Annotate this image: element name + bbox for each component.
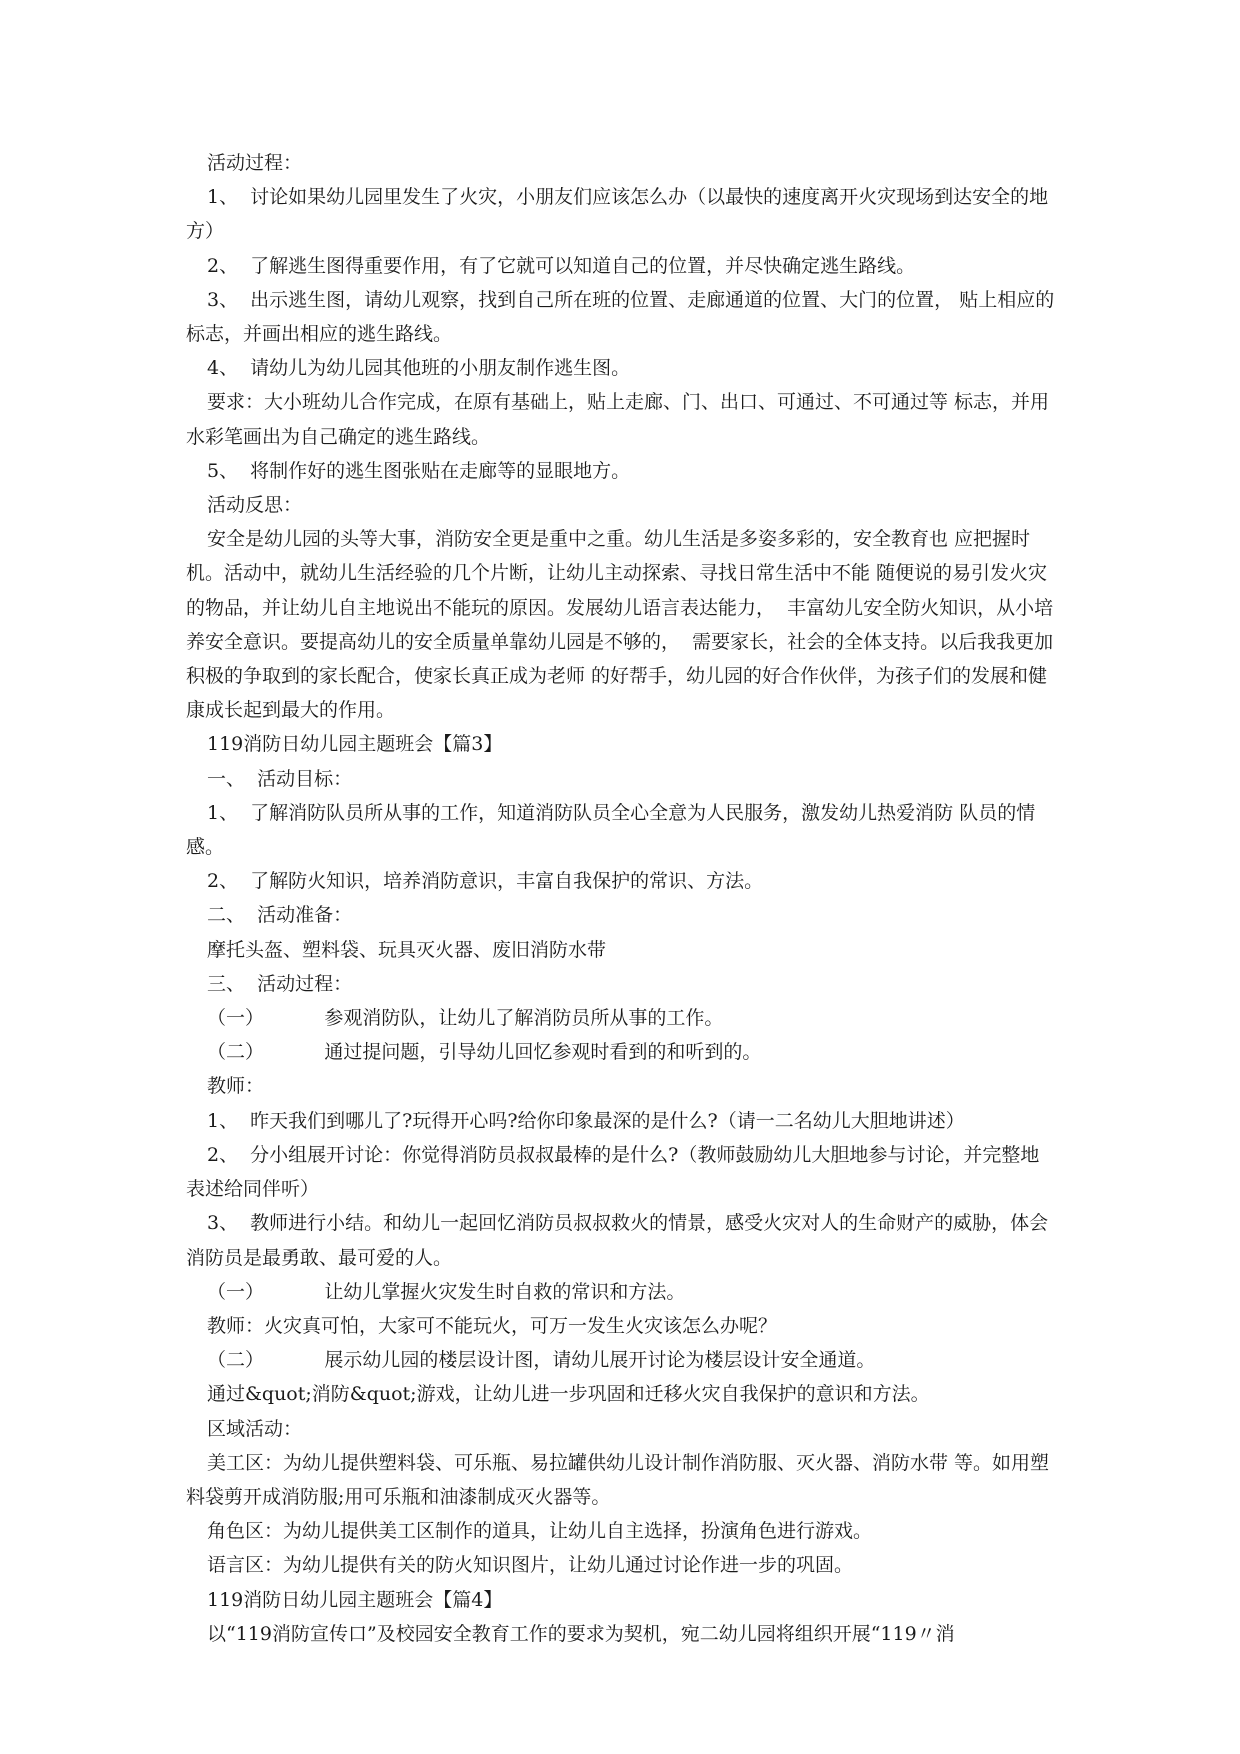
paragraph: 教师： (207, 1075, 265, 1098)
paragraph: （一） 让幼儿掌握火灾发生时自救的常识和方法。 (207, 1280, 686, 1303)
paragraph: 2、 了解逃生图得重要作用，有了它就可以知道自己的位置，并尽快确定逃生路线。 (207, 254, 916, 277)
paragraph: 美工区：为幼儿提供塑料袋、可乐瓶、易拉罐供幼儿设计制作消防服、灭火器、消防水带 等。如用塑料袋剪开成消防服;用可乐瓶和油漆制成灭火器等。 (186, 1451, 1050, 1508)
paragraph: 角色区：为幼儿提供美工区制作的道具，让幼儿自主选择，扮演角色进行游戏。 (207, 1520, 873, 1543)
paragraph: 4、 请幼儿为幼儿园其他班的小朋友制作逃生图。 (207, 357, 631, 380)
paragraph: 以“119消防宣传口”及校园安全教育工作的要求为契机，宛二幼儿园将组织开展“119〃消 (207, 1622, 955, 1645)
paragraph: 活动反思： (207, 494, 303, 517)
paragraph: 区域活动： (207, 1417, 303, 1440)
paragraph: 1、 昨天我们到哪儿了?玩得开心吗?给你印象最深的是什么?（请一二名幼儿大胆地讲述） (207, 1109, 965, 1132)
paragraph: 119消防日幼儿园主题班会【篇4】 (207, 1588, 503, 1611)
paragraph: 1、 讨论如果幼儿园里发生了火灾，小朋友们应该怎么办（以最快的速度离开火灾现场到达安全的地方） (186, 186, 1049, 243)
paragraph: 2、 分小组展开讨论：你觉得消防员叔叔最棒的是什么?（教师鼓励幼儿大胆地参与讨论，并完整地表述给同伴听） (186, 1143, 1040, 1201)
paragraph: （二） 通过提问题，引导幼儿回忆参观时看到的和听到的。 (207, 1041, 762, 1064)
paragraph: （一） 参观消防队，让幼儿了解消防员所从事的工作。 (207, 1007, 724, 1030)
paragraph: 二、 活动准备： (207, 904, 353, 927)
paragraph: 1、 了解消防队员所从事的工作，知道消防队员全心全意为人民服务，激发幼儿热爱消防 队员的情感。 (186, 801, 1036, 859)
paragraph: 5、 将制作好的逃生图张贴在走廊等的显眼地方。 (207, 459, 631, 482)
paragraph: 通过&quot;消防&quot;游戏，让幼儿进一步巩固和迁移火灾自我保护的意识和方法。 (207, 1383, 930, 1406)
paragraph: 119消防日幼儿园主题班会【篇3】 (207, 733, 503, 756)
document-body (186, 146, 1058, 1651)
paragraph: 三、 活动过程： (207, 972, 353, 995)
paragraph: 3、 出示逃生图，请幼儿观察，找到自己所在班的位置、走廊通道的位置、大门的位置， 贴上相应的标志，并画出相应的逃生路线。 (186, 288, 1055, 346)
paragraph: 摩托头盔、塑料袋、玩具灭火器、废旧消防水带 (207, 938, 607, 961)
paragraph: 教师：火灾真可怕，大家可不能玩火，可万一发生火灾该怎么办呢？ (207, 1314, 778, 1337)
paragraph: 一、 活动目标： (207, 767, 353, 790)
paragraph: 要求：大小班幼儿合作完成，在原有基础上，贴上走廊、门、出口、可通过、不可通过等 标志，并用水彩笔画出为自己确定的逃生路线。 (186, 391, 1050, 448)
paragraph: （二） 展示幼儿园的楼层设计图，请幼儿展开讨论为楼层设计安全通道。 (207, 1349, 876, 1372)
paragraph: 2、 了解防火知识，培养消防意识，丰富自我保护的常识、方法。 (207, 870, 764, 893)
paragraph: 3、 教师进行小结。和幼儿一起回忆消防员叔叔救火的情景，感受火灾对人的生命财产的威胁，体会消防员是最勇敢、最可爱的人。 (186, 1212, 1049, 1269)
paragraph: 活动过程： (207, 152, 303, 174)
paragraph: 语言区：为幼儿提供有关的防火知识图片，让幼儿通过讨论作进一步的巩固。 (207, 1554, 854, 1577)
paragraph: 安全是幼儿园的头等大事，消防安全更是重中之重。幼儿生活是多姿多彩的，安全教育也 应把握时机。活动中，就幼儿生活经验的几个片断，让幼儿主动探索、寻找日常生活中不能 随便说的易引发火灾的物品，并让幼儿自主地说出不能玩的原因。发展幼儿语言表达能力， 丰富幼儿安全防火知识，从小培养安全意识。要提高幼儿的安全质量单靠幼儿园是不够的， 需要家长，社会的全体支持。以后我我更加积极的争取到的家长配合，使家长真正成为老师 的好帮手，幼儿园的好合作伙伴，为孩子们的发展和健康成长起到最大的作用。 (186, 528, 1054, 722)
